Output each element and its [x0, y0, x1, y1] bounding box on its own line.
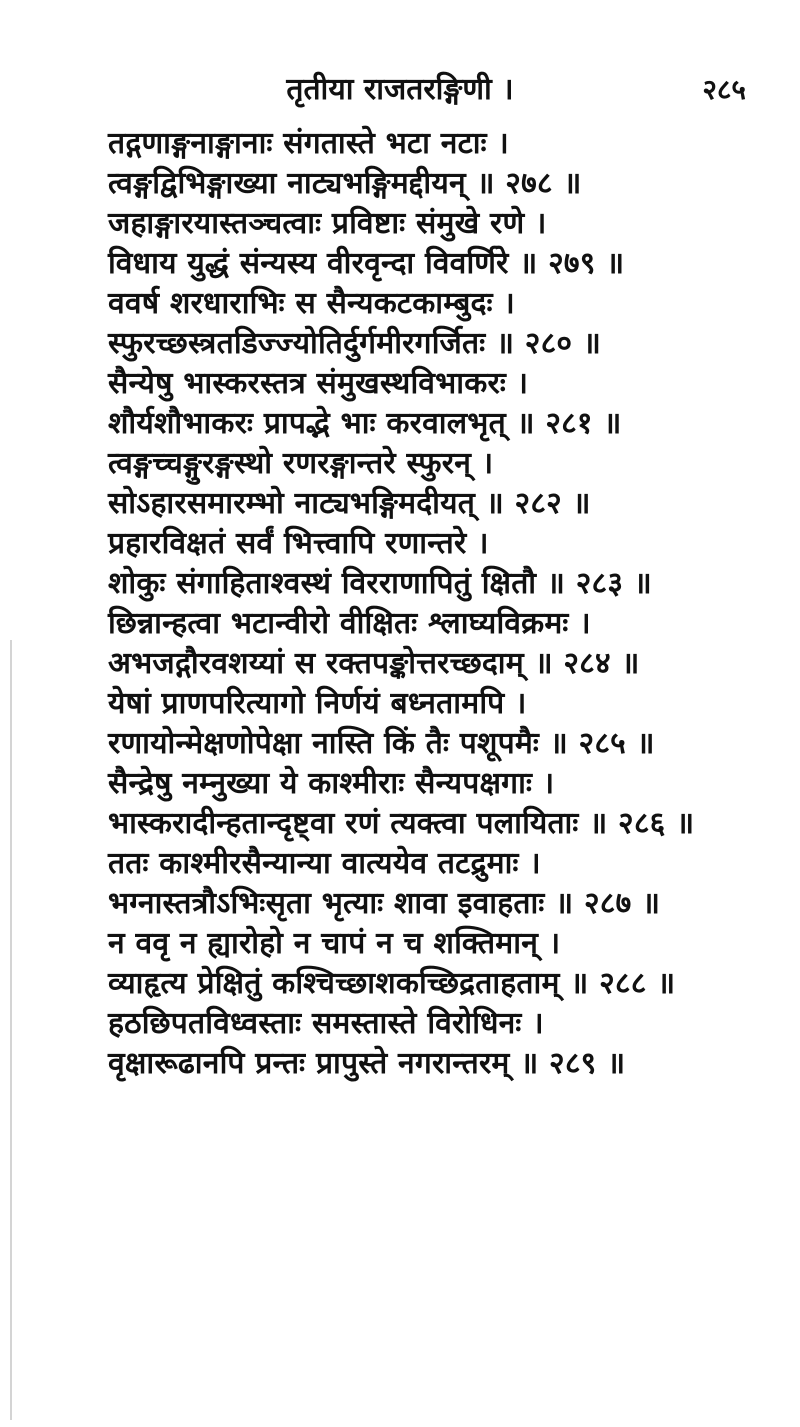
verse-line: वृक्षारूढानपि प्रन्तः प्रापुस्ते नगरान्तरम् ॥ २८९ ॥ [108, 1046, 626, 1081]
verse-line: सैन्येषु भास्करस्तत्र संमुखस्थविभाकरः । [108, 366, 529, 401]
verse-line: त्वङ्गद्विभिङ्गाख्या नाट्यभङ्गिमद्दीयन् ॥ २७८ ॥ [108, 166, 582, 201]
verse-line: विधाय युद्धं संन्यस्य वीरवृन्दा विवर्णिरे ॥ २७९ ॥ [108, 246, 625, 281]
running-title: तृतीया राजतरङ्गिणी । [286, 72, 514, 107]
verse-line: स्फुरच्छस्त्रतडिज्ज्योतिर्दुर्गमीरगर्जितः ॥ २८० ॥ [108, 326, 602, 361]
verse-line: ववर्ष शरधाराभिः स सैन्यकटकाम्बुदः । [108, 286, 515, 321]
verse-line: व्याहृत्य प्रेक्षितुं कश्चिच्छाशकच्छिद्रताहताम् ॥ २८८ ॥ [108, 966, 676, 1001]
verse-line: शोकुः संगाहिताश्वस्थं विरराणापितुं क्षितौ ॥ २८३ ॥ [108, 566, 652, 601]
verse-line: हठछिपतविध्वस्ताः समस्तास्ते विरोधिनः । [108, 1006, 544, 1041]
verse-line: छिन्नान्हत्वा भटान्वीरो वीक्षितः श्लाघ्यविक्रमः । [108, 606, 591, 641]
verse-line: रणायोन्मेक्षणोपेक्षा नास्ति किं तैः पशूपमैः ॥ २८५ ॥ [108, 726, 655, 761]
verse-line: शौर्यशौभाकरः प्रापद्भे भाः करवालभृत् ॥ २८१ ॥ [108, 406, 622, 441]
verse-line: भास्करादीन्हतान्दृष्ट्वा रणं त्यक्त्वा पलायिताः ॥ २८६ ॥ [108, 806, 695, 841]
verse-line: त्वङ्गच्चङ्गुरङ्गस्थो रणरङ्गान्तरे स्फुरन् । [108, 446, 494, 481]
verse-line: ततः काश्मीरसैन्यान्या वात्ययेव तटद्रुमाः । [108, 846, 541, 881]
page-edge-shadow [10, 640, 12, 1420]
verse-line: तद्गणाङ्गनाङ्गानाः संगतास्ते भटा नटाः । [108, 126, 509, 161]
verse-line: सोऽहारसमारम्भो नाट्यभङ्गिमदीयत् ॥ २८२ ॥ [108, 486, 591, 521]
verse-line: अभजद्गौरवशय्यां स रक्तपङ्कोत्तरच्छदाम् ॥ २८४ ॥ [108, 646, 640, 681]
verse-line: प्रहारविक्षतं सर्वं भित्त्वापि रणान्तरे । [108, 526, 489, 561]
verse-line: न ववृ न ह्यारोहो न चापं न च शक्तिमान् । [108, 926, 561, 961]
page-number: २८५ [702, 73, 746, 106]
verse-line: येषां प्राणपरित्यागो निर्णयं बध्नतामपि । [108, 686, 527, 721]
verse-block [108, 124, 748, 1084]
verse-line: जहाङ्गारयास्तञ्चत्वाः प्रविष्टाः संमुखे रणे । [108, 206, 547, 241]
page-header [0, 70, 800, 110]
verse-line: भग्नास्तत्रौऽभिःसृता भृत्याः शावा इवाहताः ॥ २८७ ॥ [108, 886, 661, 921]
verse-line: सैन्द्रेषु नम्नुख्या ये काश्मीराः सैन्यपक्षगाः । [108, 766, 555, 801]
